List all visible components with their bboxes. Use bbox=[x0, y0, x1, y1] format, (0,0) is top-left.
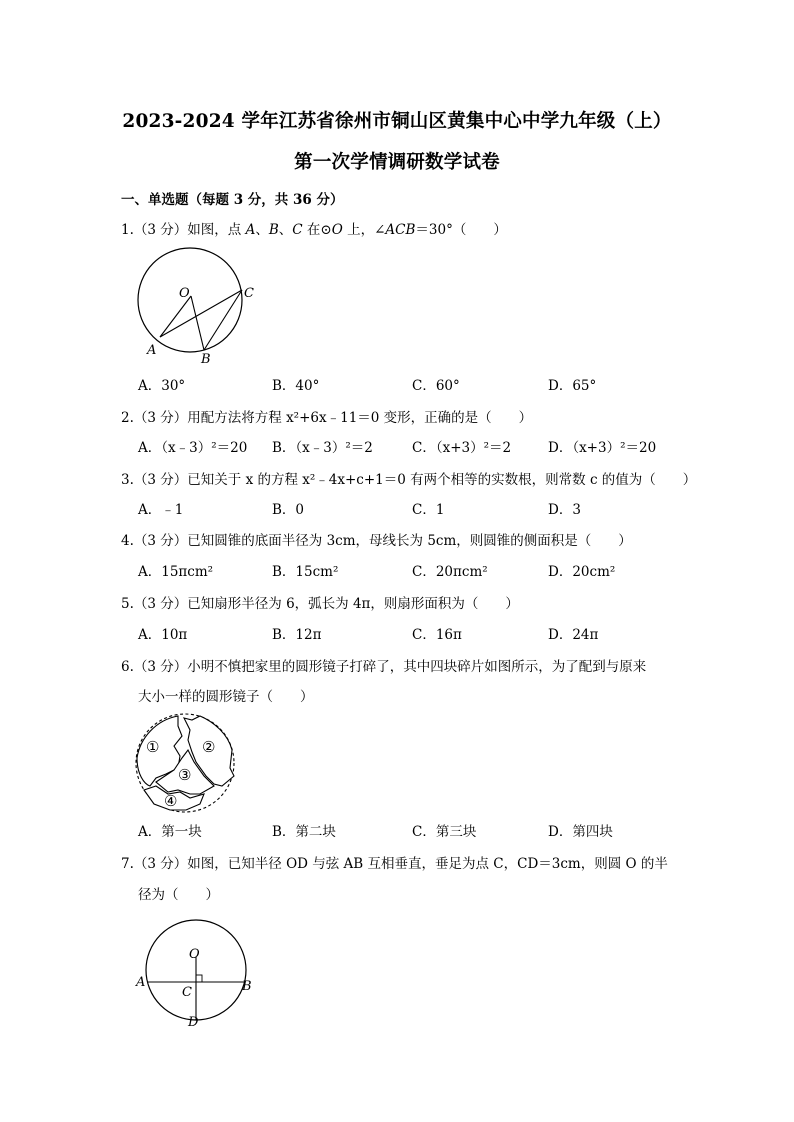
question-number: 2. bbox=[121, 410, 134, 426]
option-d[interactable]: D．65° bbox=[548, 378, 597, 394]
q1-circle-figure bbox=[130, 245, 270, 365]
option-a[interactable]: A．10π bbox=[138, 627, 188, 643]
q1-var: B bbox=[268, 222, 279, 238]
question-text: 已知扇形半径为 6，弧长为 4π，则扇形面积为（ ） bbox=[187, 596, 519, 612]
q1-text: 上，∠ bbox=[342, 222, 386, 238]
option-d[interactable]: D．（x+3）²＝20 bbox=[548, 440, 657, 456]
section-heading: 一、单选题（每题 3 分，共 36 分） bbox=[121, 192, 344, 208]
question-text: 已知圆锥的底面半径为 3cm，母线长为 5cm，则圆锥的侧面积是（ ） bbox=[187, 533, 632, 549]
question-number: 6. bbox=[121, 659, 134, 675]
question-number: 4. bbox=[121, 533, 134, 549]
piece-3-label: ③ bbox=[178, 766, 192, 784]
question-score: （3 分） bbox=[133, 596, 188, 612]
option-c[interactable]: C．16π bbox=[412, 627, 462, 643]
option-a[interactable]: A．第一块 bbox=[138, 824, 202, 840]
q7-circle-figure bbox=[134, 912, 264, 1032]
question-number: 3. bbox=[121, 472, 134, 488]
label-d: D bbox=[188, 1015, 199, 1030]
label-o: O bbox=[189, 947, 200, 962]
q1-text: 在⊙ bbox=[302, 222, 332, 238]
question-6-stem bbox=[121, 655, 646, 675]
question-score: （3 分） bbox=[133, 659, 188, 675]
option-b[interactable]: B．12π bbox=[272, 627, 322, 643]
label-c: C bbox=[182, 985, 192, 1000]
option-b[interactable]: B．第二块 bbox=[272, 824, 336, 840]
option-c[interactable]: C．60° bbox=[412, 378, 460, 394]
option-a[interactable]: A．15πcm² bbox=[138, 564, 214, 580]
q1-var: O bbox=[331, 222, 343, 238]
option-d[interactable]: D．3 bbox=[548, 502, 581, 518]
option-d[interactable]: D．24π bbox=[548, 627, 599, 643]
q1-text: ＝30°（ ） bbox=[415, 222, 507, 238]
label-b: B bbox=[242, 979, 252, 994]
option-a[interactable]: A．﹣1 bbox=[138, 502, 184, 518]
label-c: C bbox=[244, 286, 254, 301]
question-text: 小明不慎把家里的圆形镜子打碎了，其中四块碎片如图所示，为了配到与原来 bbox=[187, 659, 647, 675]
q1-var: ACB bbox=[385, 222, 416, 238]
label-a: A bbox=[147, 343, 157, 358]
q6-mirror-figure bbox=[134, 712, 244, 812]
q1-text: 、 bbox=[278, 222, 293, 238]
question-score: （3 分） bbox=[133, 472, 188, 488]
page-title-line2: 第一次学情调研数学试卷 bbox=[294, 152, 500, 173]
question-2-stem bbox=[121, 406, 532, 426]
question-score: （3 分） bbox=[133, 533, 188, 549]
piece-2-label: ② bbox=[202, 738, 216, 756]
q1-var: C bbox=[292, 222, 303, 238]
question-number: 5. bbox=[121, 596, 134, 612]
option-d[interactable]: D．第四块 bbox=[548, 824, 613, 840]
question-7-stem bbox=[121, 852, 668, 872]
label-b: B bbox=[201, 352, 211, 367]
option-b[interactable]: B．（x﹣3）²＝2 bbox=[272, 440, 373, 456]
question-3-stem bbox=[121, 468, 696, 488]
question-text: 如图，已知半径 OD 与弦 AB 互相垂直，垂足为点 C，CD＝3cm，则圆 O 的半 bbox=[187, 856, 668, 872]
label-a: A bbox=[136, 975, 146, 990]
piece-4-label: ④ bbox=[164, 792, 178, 810]
question-score: （3 分） bbox=[133, 856, 188, 872]
q1-var: A bbox=[245, 222, 256, 238]
question-1-stem bbox=[121, 218, 507, 238]
question-number: 1. bbox=[121, 222, 134, 238]
question-number: 7. bbox=[121, 856, 134, 872]
question-text: 用配方法将方程 x²+6x﹣11＝0 变形，正确的是（ ） bbox=[187, 410, 533, 426]
option-c[interactable]: C．1 bbox=[412, 502, 445, 518]
question-5-stem bbox=[121, 592, 519, 612]
question-text: 已知关于 x 的方程 x²﹣4x+c+1＝0 有两个相等的实数根，则常数 c 的值为（ ） bbox=[187, 472, 697, 488]
label-o: O bbox=[179, 286, 190, 301]
question-score: （3 分） bbox=[133, 222, 188, 238]
question-7-stem-line2: 径为（ ） bbox=[138, 887, 219, 903]
option-a[interactable]: A．（x﹣3）²＝20 bbox=[138, 440, 248, 456]
option-c[interactable]: C．20πcm² bbox=[412, 564, 488, 580]
option-b[interactable]: B．40° bbox=[272, 378, 320, 394]
page-title-line1: 2023-2024 学年江苏省徐州市铜山区黄集中心中学九年级（上） bbox=[122, 111, 672, 132]
option-c[interactable]: C．（x+3）²＝2 bbox=[412, 440, 512, 456]
piece-1-label: ① bbox=[146, 738, 160, 756]
option-b[interactable]: B．15cm² bbox=[272, 564, 339, 580]
option-c[interactable]: C．第三块 bbox=[412, 824, 477, 840]
option-d[interactable]: D．20cm² bbox=[548, 564, 616, 580]
q1-text: 如图，点 bbox=[187, 222, 246, 238]
q1-text: 、 bbox=[255, 222, 269, 238]
option-b[interactable]: B．0 bbox=[272, 502, 305, 518]
question-4-stem bbox=[121, 529, 632, 549]
question-6-stem-line2: 大小一样的圆形镜子（ ） bbox=[138, 689, 314, 705]
question-score: （3 分） bbox=[133, 410, 188, 426]
option-a[interactable]: A．30° bbox=[138, 378, 186, 394]
